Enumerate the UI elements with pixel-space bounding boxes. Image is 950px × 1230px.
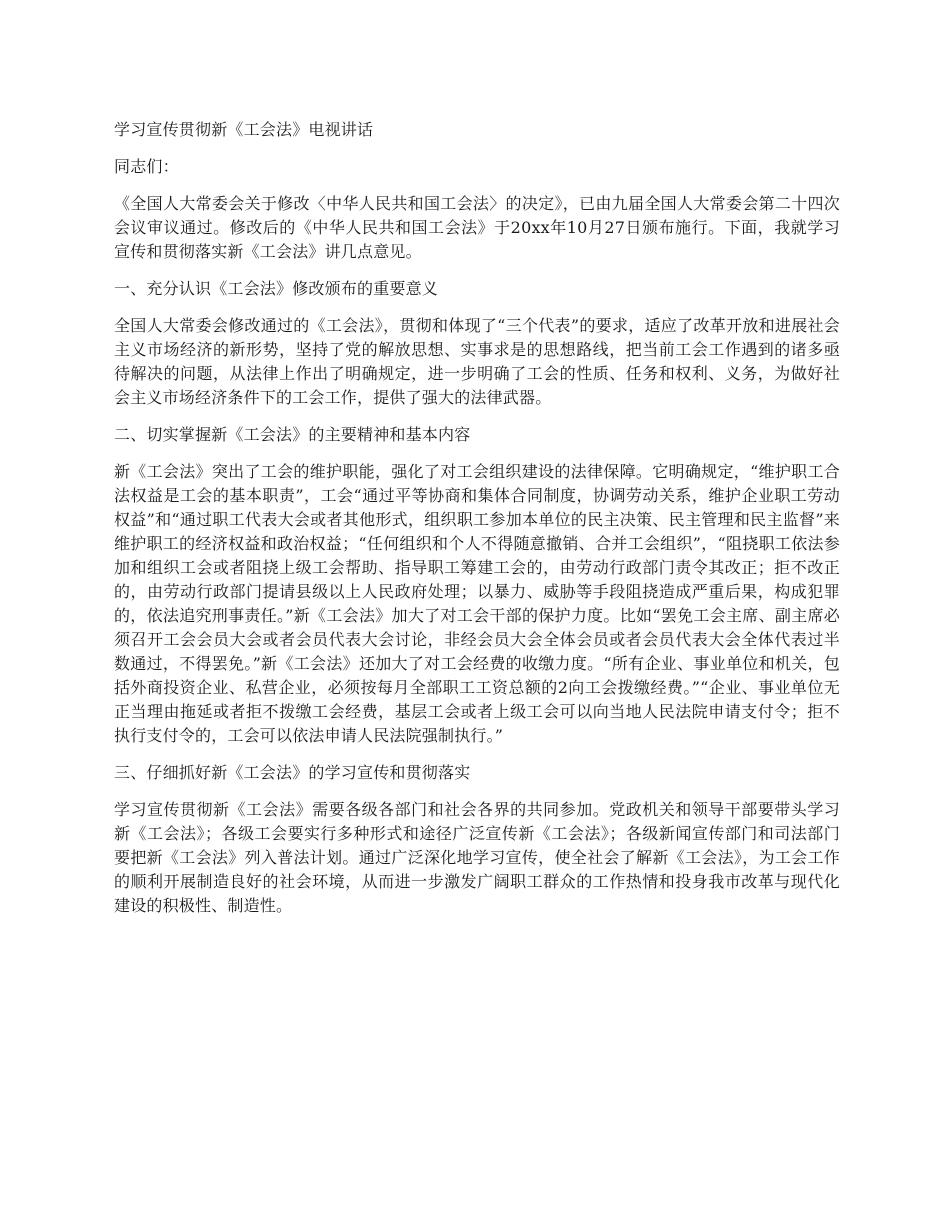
section-body-3: 学习宣传贯彻新《工会法》需要各级各部门和社会各界的共同参加。党政机关和领导干部要带头学习新《工会法》；各级工会要实行多种形式和途径广泛宣传新《工会法》；各级新闻宣传部门和司法部门要把新《工会法》列入普法计划。通过广泛深化地学习宣传，使全社会了解新《工会法》，为工会工作的顺利开展制造良好的社会环境，从而进一步激发广阔职工群众的工作热情和投身我市改革与现代化建设的积极性、制造性。 bbox=[114, 800, 840, 915]
document-title: 学习宣传贯彻新《工会法》电视讲话 bbox=[114, 120, 374, 139]
section-body-1: 全国人大常委会修改通过的《工会法》，贯彻和体现了“三个代表”的要求，适应了改革开放和进展社会主义市场经济的新形势，坚持了党的解放思想、实事求是的思想路线，把当前工会工作遇到的诸多亟待解决的问题，从法律上作出了明确规定，进一步明确了工会的性质、任务和权利、义务，为做好社会主义市场经济条件下的工会工作，提供了强大的法律武器。 bbox=[114, 316, 840, 407]
section-heading-1: 一、充分认识《工会法》修改颁布的重要意义 bbox=[114, 279, 439, 298]
section-body-2: 新《工会法》突出了工会的维护职能，强化了对工会组织建设的法律保障。它明确规定，“维护职工合法权益是工会的基本职责”，工会“通过平等协商和集体合同制度，协调劳动关系，维护企业职工劳动权益”和“通过职工代表大会或者其他形式，组织职工参加本单位的民主决策、民主管理和民主监督”来维护职工的经济权益和政治权益；“任何组织和个人不得随意撤销、合并工会组织”，“阻挠职工依法参加和组织工会或者阻挠上级工会帮助、指导职工筹建工会的，由劳动行政部门责令其改正；拒不改正的，由劳动行政部门提请县级以上人民政府处理；以暴力、威胁等手段阻挠造成严重后果，构成犯罪的，依法追究刑事责任。”新《工会法》加大了对工会干部的保护力度。比如“罢免工会主席、副主席必须召开工会会员大会或者会员代表大会讨论，非经会员大会全体会员或者会员代表大会全体代表过半数通过，不得罢免。”新《工会法》还加大了对工会经费的收缴力度。“所有企业、事业单位和机关，包括外商投资企业、私营企业，必须按每月全部职工工资总额的2向工会拨缴经费。”“企业、事业单位无正当理由拖延或者拒不拨缴工会经费，基层工会或者上级工会可以向当地人民法院申请支付令；拒不执行支付令的，工会可以依法申请人民法院强制执行。” bbox=[114, 462, 840, 745]
salutation: 同志们： bbox=[114, 157, 179, 176]
section-heading-3: 三、仔细抓好新《工会法》的学习宣传和贯彻落实 bbox=[114, 763, 471, 782]
document-page bbox=[114, 118, 840, 931]
intro-paragraph: 《全国人大常委会关于修改〈中华人民共和国工会法〉的决定》，已由九届全国人大常委会第二十四次会议审议通过。修改后的《中华人民共和国工会法》于20xx年10月27日颁布施行。下面，我就学习宣传和贯彻落实新《工会法》讲几点意见。 bbox=[114, 194, 840, 261]
section-heading-2: 二、切实掌握新《工会法》的主要精神和基本内容 bbox=[114, 425, 471, 444]
